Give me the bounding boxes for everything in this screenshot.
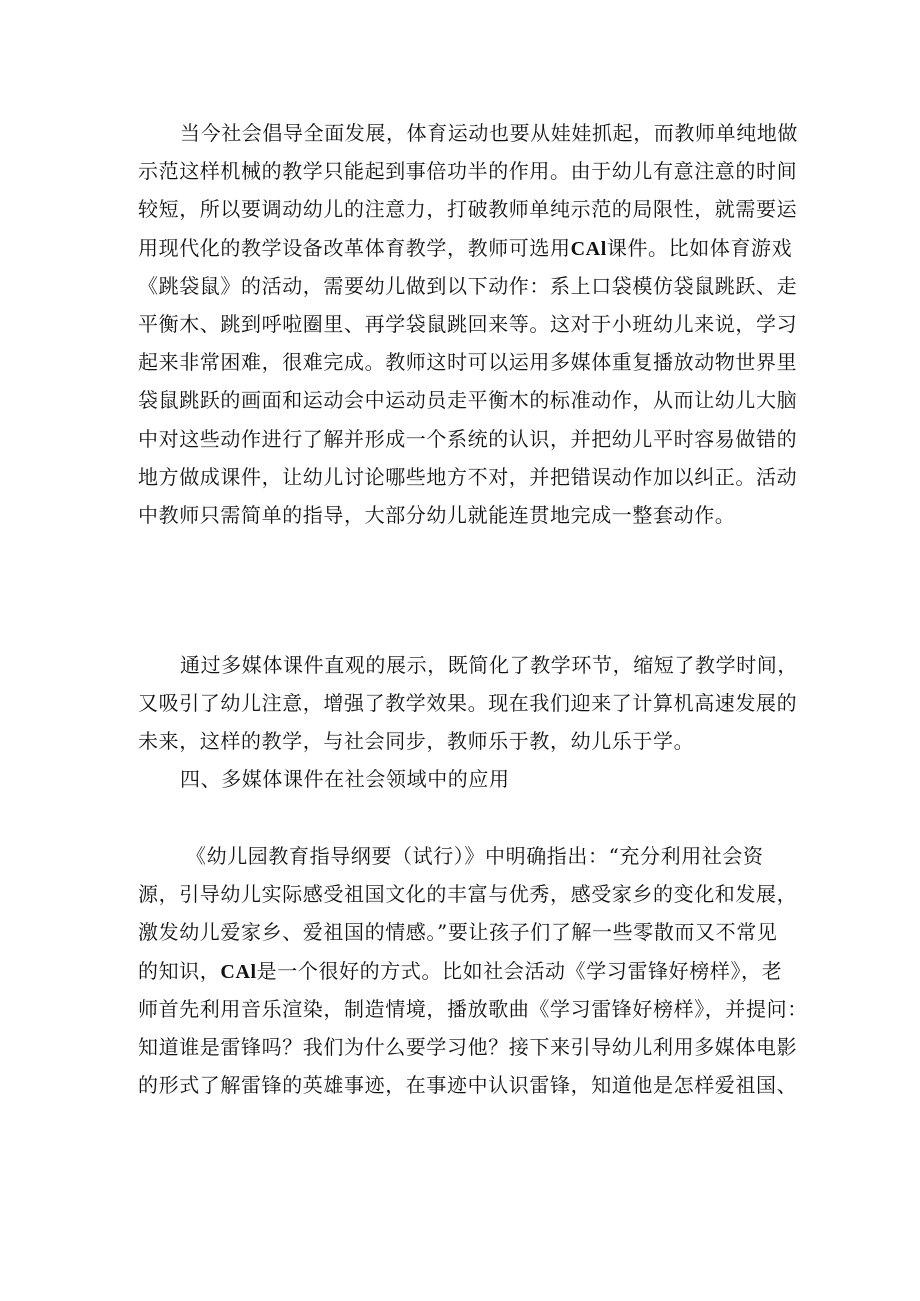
text-line: 起来非常困难，很难完成。教师这时可以运用多媒体重复播放动物世界里: [138, 350, 798, 375]
heading-text: 四、多媒体课件在社会领域中的应用: [180, 767, 510, 791]
text-segment: 用现代化的教学设备改革体育教学，教师可选用: [138, 235, 571, 260]
text-line: [138, 952, 788, 990]
text-line: 未来，这样的教学，与社会同步，教师乐于教，幼儿乐于学。: [138, 729, 695, 754]
text-line: 通过多媒体课件直观的展示，既简化了教学环节，缩短了教学时间，: [180, 653, 798, 677]
text-line: 知道谁是雷锋吗？我们为什么要学习他？接下来引导幼儿利用多媒体电影: [138, 1034, 798, 1059]
cai-term: CAl: [220, 960, 257, 983]
text-line: 袋鼠跳跃的画面和运动会中运动员走平衡木的标准动作，从而让幼儿大脑: [138, 388, 798, 413]
text-line: 师首先利用音乐渲染，制造情境，播放歌曲《学习雷锋好榜样》，并提问：: [138, 996, 808, 1021]
text-line: 平衡木、跳到呼啦圈里、再学袋鼠跳回来等。这对于小班幼儿来说，学习: [138, 311, 798, 336]
text-line: 地方做成课件，让幼儿讨论哪些地方不对，并把错误动作加以纠正。活动: [138, 464, 798, 489]
text-line: 又吸引了幼儿注意，增强了教学效果。现在我们迎来了计算机高速发展的: [138, 691, 798, 716]
text-line: 的形式了解雷锋的英雄事迹，在事迹中认识雷锋，知道他是怎样爱祖国、: [138, 1073, 798, 1098]
text-line: 源，引导幼儿实际感受祖国文化的丰富与优秀，感受家乡的变化和发展，: [138, 882, 798, 907]
cai-term: CAl: [570, 237, 607, 260]
text-line: 示范这样机械的教学只能起到事倍功半的作用。由于幼儿有意注意的时间: [138, 159, 798, 184]
paragraph-pe-teaching: [138, 114, 798, 534]
text-line: 中教师只需简单的指导，大部分幼儿就能连贯地完成一整套动作。: [138, 502, 736, 527]
text-segment: 的知识，: [138, 958, 221, 983]
section-heading-4: [138, 760, 788, 798]
text-segment: 课件。比如体育游戏: [606, 235, 793, 260]
text-line: 《跳袋鼠》的活动，需要幼儿做到以下动作：系上口袋模仿袋鼠跳跃、走: [138, 273, 798, 298]
text-line: 中对这些动作进行了解并形成一个系统的认识，并把幼儿平时容易做错的: [138, 426, 798, 451]
text-line: 激发幼儿爱家乡、爱祖国的情感。”要让孩子们了解一些零散而又不常见: [138, 920, 778, 945]
text-line: 较短，所以要调动幼儿的注意力，打破教师单纯示范的局限性，就需要运: [138, 197, 798, 222]
text-line: 当今社会倡导全面发展，体育运动也要从娃娃抓起，而教师单纯地做: [180, 121, 798, 145]
paragraph-multimedia-summary: [138, 646, 798, 761]
text-segment: 是一个很好的方式。比如社会活动《学习雷锋好榜样》，老: [256, 958, 783, 983]
text-line: [138, 229, 793, 267]
paragraph-social-domain: [138, 837, 808, 1104]
text-line: 《幼儿园教育指导纲要（试行）》中明确指出：“充分利用社会资: [186, 844, 764, 868]
